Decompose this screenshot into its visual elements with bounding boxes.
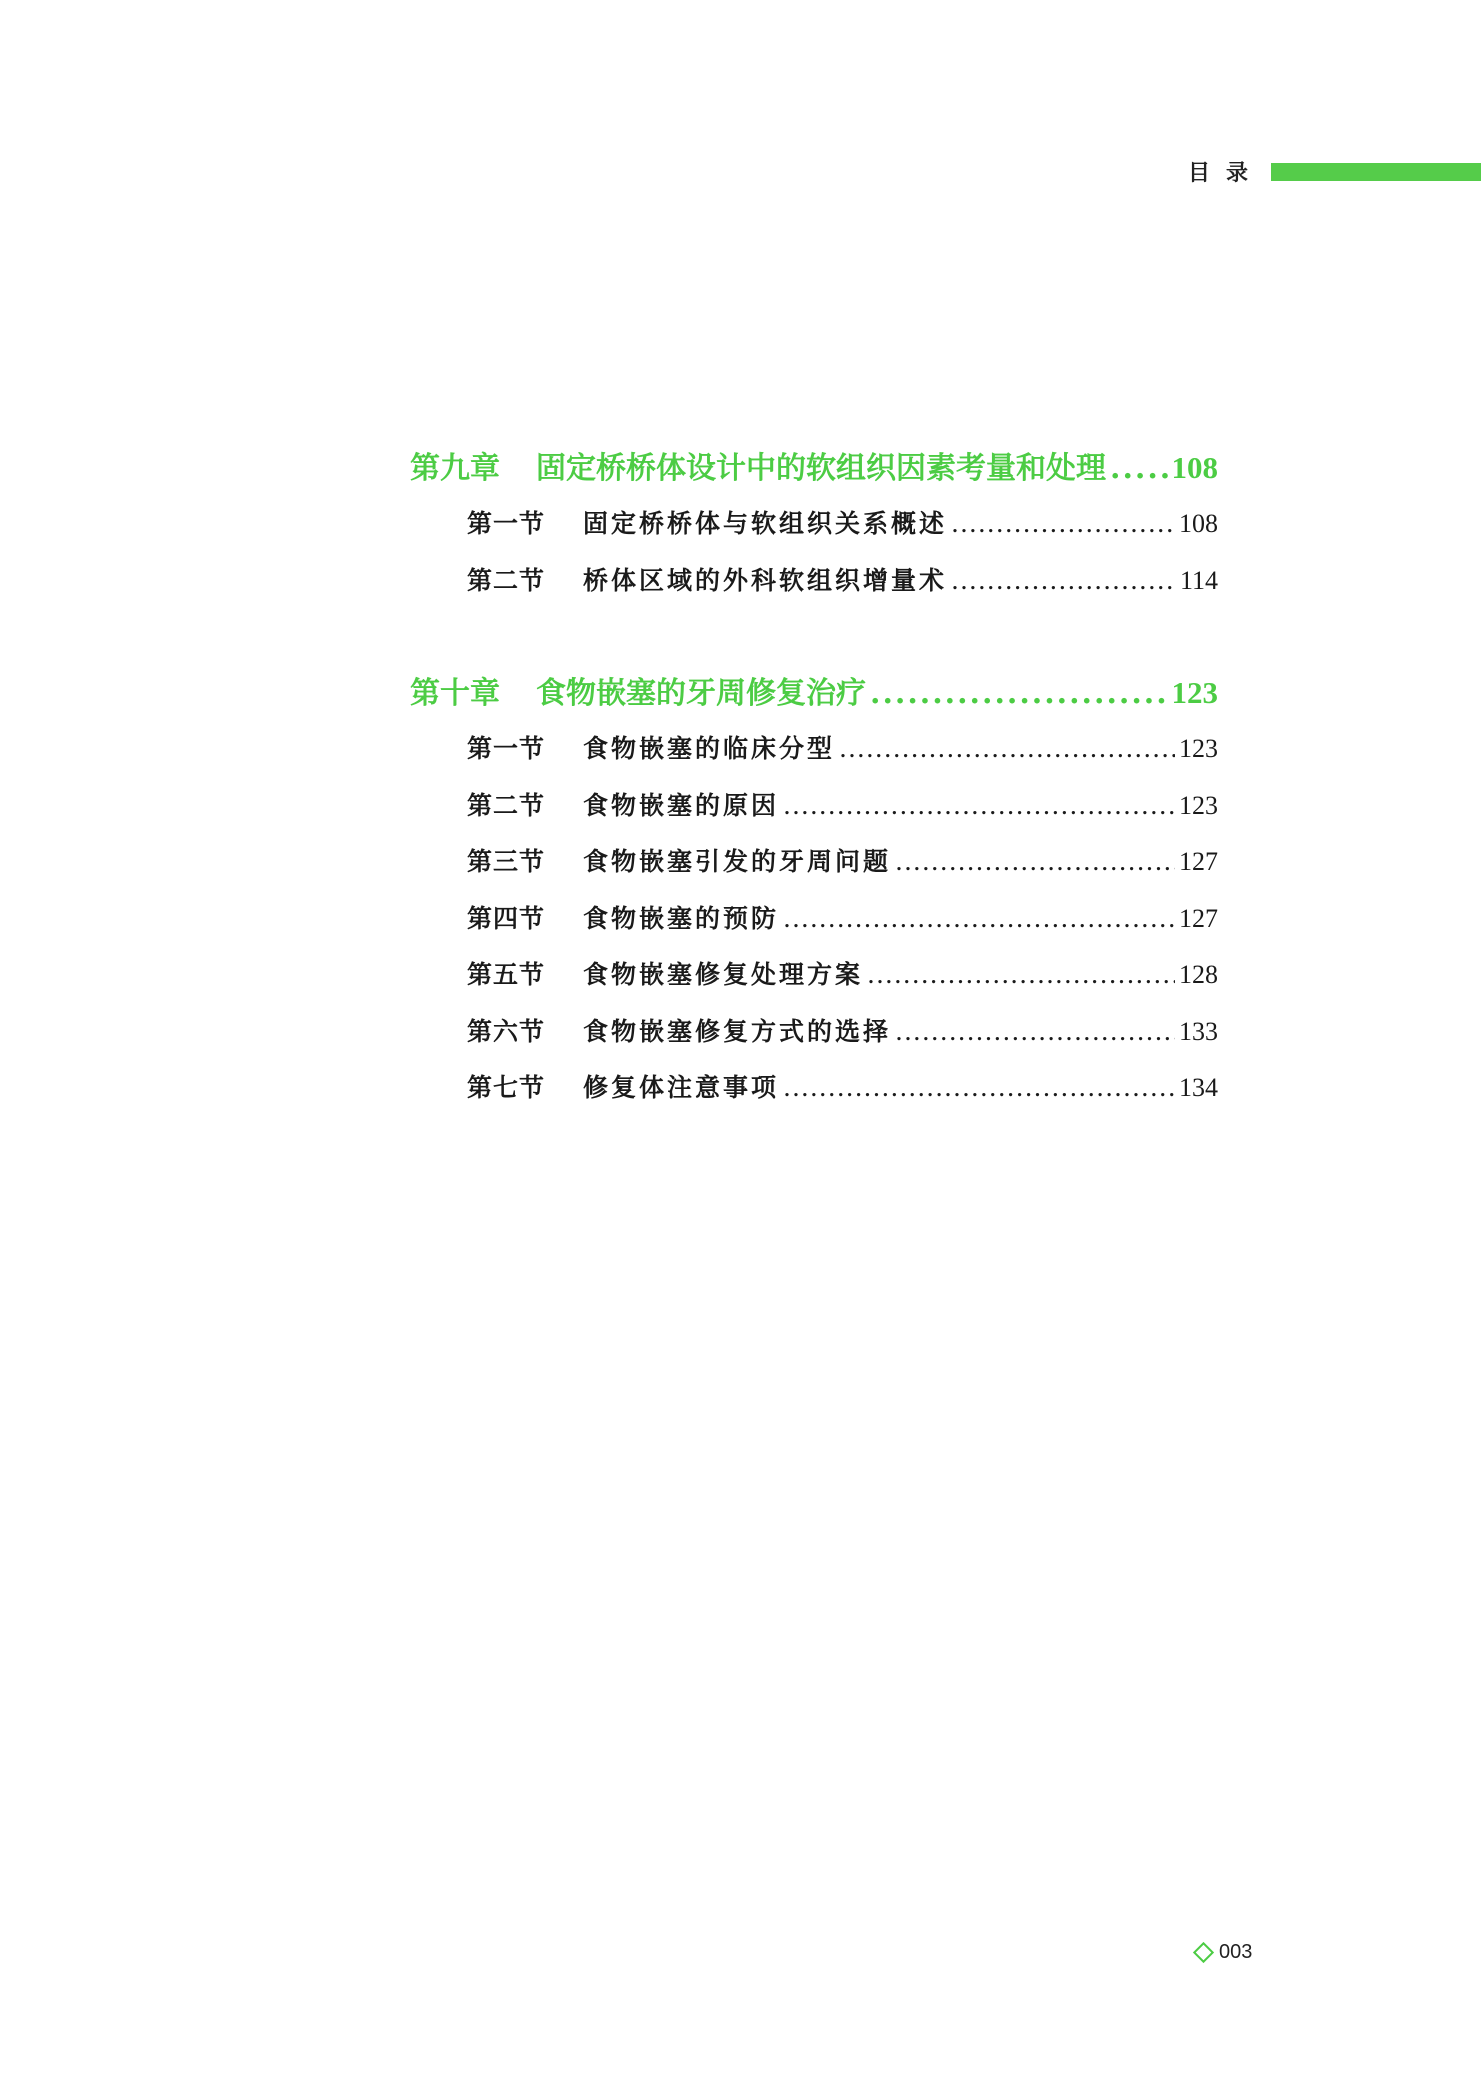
section-number: 第一节 — [467, 734, 546, 763]
header-accent-bar — [1271, 163, 1481, 181]
chapter-page-number: 123 — [1171, 675, 1218, 710]
section-number: 第三节 — [467, 847, 546, 876]
toc-section-entry[interactable] — [410, 891, 1218, 948]
section-page-number: 134 — [1179, 1073, 1218, 1102]
section-title: 食物嵌塞的临床分型 — [583, 734, 836, 763]
toc-section-entry[interactable] — [410, 1004, 1218, 1061]
dot-leader — [1110, 441, 1168, 497]
chapter-title: 食物嵌塞的牙周修复治疗 — [536, 676, 866, 711]
table-of-contents — [410, 440, 1218, 1117]
dot-leader — [783, 1060, 1175, 1117]
toc-section-entry[interactable] — [410, 778, 1218, 835]
running-header-title: 目录 — [1187, 161, 1264, 186]
section-title: 食物嵌塞的预防 — [583, 903, 780, 933]
section-title: 固定桥桥体与软组织关系概述 — [583, 509, 948, 538]
toc-section-entry[interactable] — [410, 947, 1218, 1004]
toc-chapter — [410, 440, 1218, 609]
chapter-number: 第十章 — [410, 676, 500, 711]
dot-leader — [870, 666, 1168, 722]
toc-section-entry[interactable] — [410, 834, 1218, 891]
section-page-number: 108 — [1179, 509, 1218, 538]
toc-section-entry[interactable] — [410, 1060, 1218, 1117]
section-number: 第七节 — [467, 1073, 546, 1102]
section-number: 第二节 — [467, 565, 546, 595]
chapter-heading[interactable] — [410, 440, 1218, 496]
dot-leader — [951, 553, 1176, 610]
dot-leader — [783, 891, 1175, 948]
dot-leader — [839, 721, 1175, 778]
toc-section-entry[interactable] — [410, 553, 1218, 610]
chapter-title: 固定桥桥体设计中的软组织因素考量和处理 — [536, 451, 1106, 486]
section-number: 第四节 — [467, 903, 546, 933]
section-page-number: 133 — [1179, 1016, 1218, 1046]
page-footer — [1196, 1941, 1252, 1964]
section-page-number: 123 — [1179, 734, 1218, 763]
chapter-page-number: 108 — [1171, 450, 1218, 485]
diamond-icon — [1193, 1942, 1214, 1963]
toc-section-entry[interactable] — [410, 496, 1218, 553]
chapter-heading[interactable] — [410, 665, 1218, 721]
section-page-number: 114 — [1179, 565, 1218, 595]
chapter-number: 第九章 — [410, 451, 500, 486]
chapter-spacer — [410, 609, 1218, 665]
section-title: 食物嵌塞修复处理方案 — [583, 960, 864, 989]
section-page-number: 123 — [1179, 790, 1218, 820]
dot-leader — [895, 1004, 1175, 1061]
section-number: 第六节 — [467, 1016, 546, 1046]
section-page-number: 127 — [1179, 903, 1218, 933]
dot-leader — [895, 834, 1175, 891]
section-number: 第一节 — [467, 509, 546, 538]
section-page-number: 128 — [1179, 960, 1218, 989]
section-number: 第二节 — [467, 790, 546, 820]
section-title: 食物嵌塞的原因 — [583, 790, 780, 820]
toc-chapter — [410, 665, 1218, 1117]
dot-leader — [951, 496, 1175, 553]
toc-section-entry[interactable] — [410, 721, 1218, 778]
footer-page-number: 003 — [1219, 1941, 1253, 1963]
dot-leader — [783, 778, 1175, 835]
section-title: 桥体区域的外科软组织增量术 — [583, 565, 948, 595]
section-title: 修复体注意事项 — [583, 1073, 780, 1102]
section-title: 食物嵌塞修复方式的选择 — [583, 1016, 892, 1046]
dot-leader — [867, 947, 1175, 1004]
section-title: 食物嵌塞引发的牙周问题 — [583, 847, 892, 876]
section-number: 第五节 — [467, 960, 546, 989]
section-page-number: 127 — [1179, 847, 1218, 876]
